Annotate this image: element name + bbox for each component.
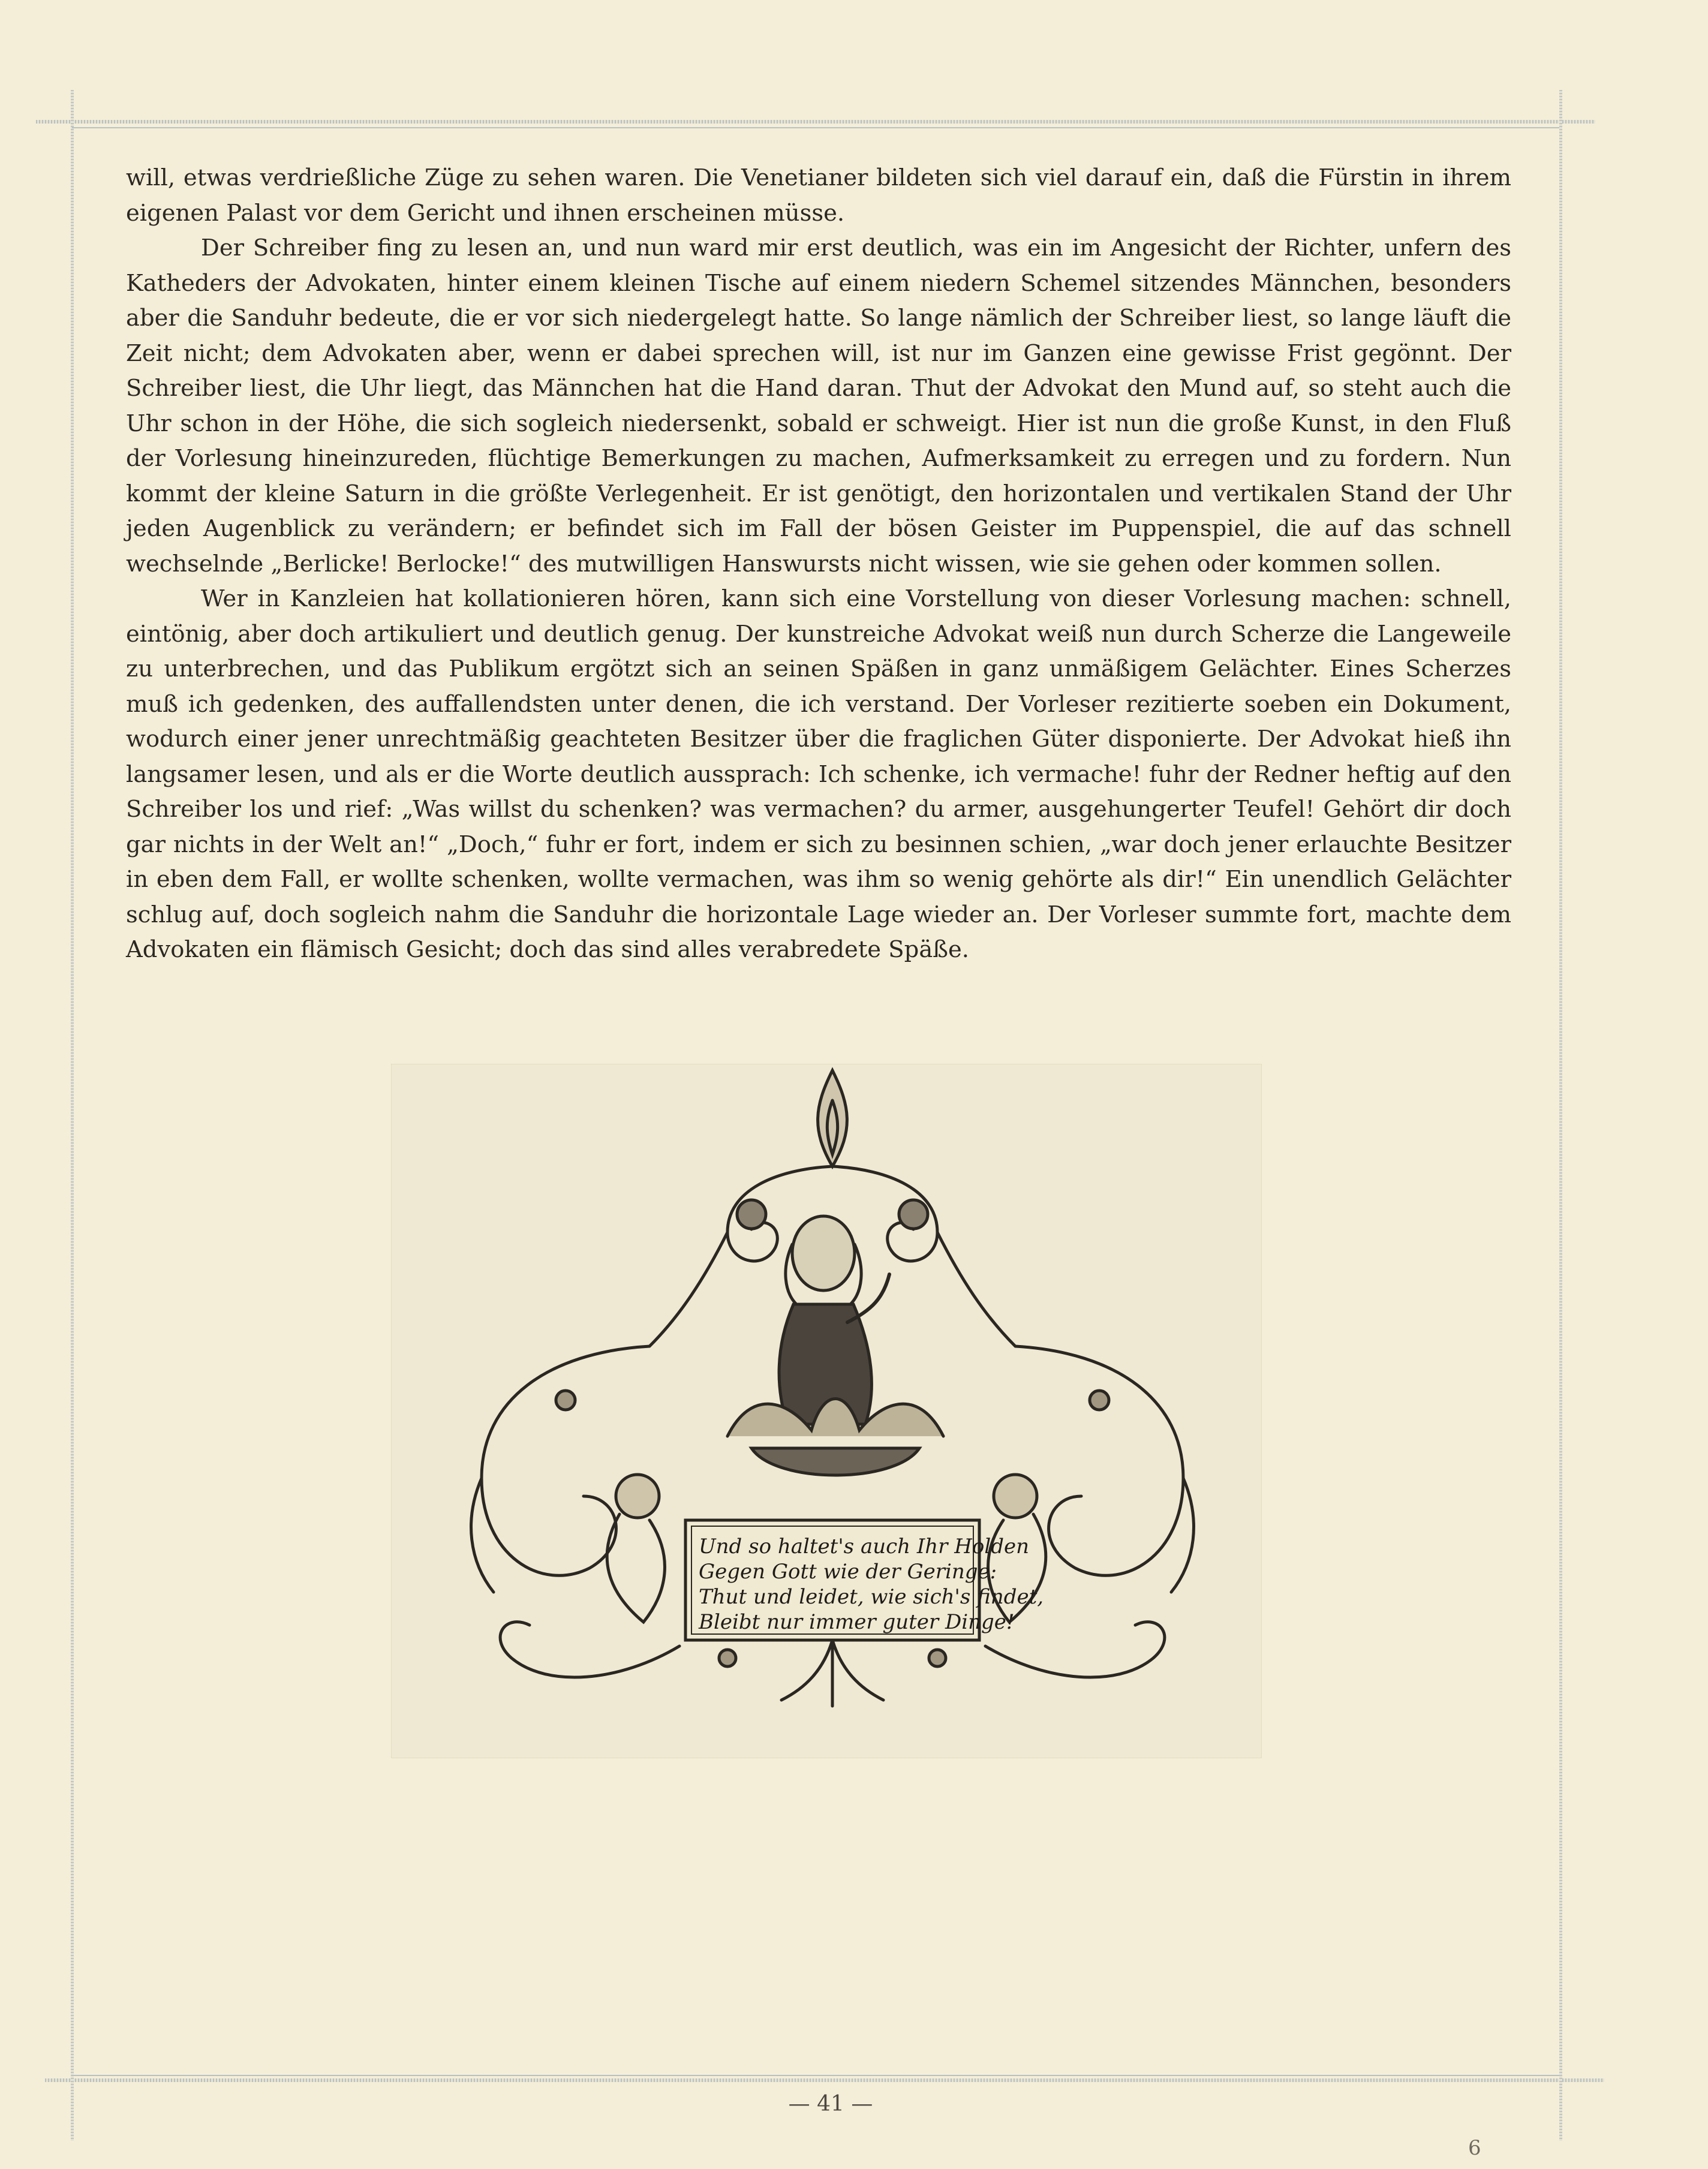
ornamental-illustration [391, 1064, 1262, 1758]
top-rule [36, 120, 1595, 124]
page-number: — 41 — [788, 2092, 873, 2116]
paragraph-2: Der Schreiber fing zu lesen an, und nun ward mir erst deutlich, was ein im Angesicht der Richter, unfern des Katheders der Advokaten, hinter einem kleinen Tische auf einem niedern Schemel sitzendes Männchen, besonders aber die Sanduhr bedeute, die er vor sich niedergelegt hatte. So lange nämlich der Schreiber liest, so lange läuft die Zeit nicht; dem Advokaten aber, wenn er dabei sprechen will, ist nur im Ganzen eine gewisse Frist gegönnt. Der Schreiber liest, die Uhr liegt, das Männchen hat die Hand daran. Thut der Advokat den Mund auf, so steht auch die Uhr schon in der Höhe, die sich sogleich niedersenkt, sobald er schweigt. Hier ist nun die große Kunst, in den Fluß der Vorlesung hineinzureden, flüchtige Bemerkungen zu machen, Aufmerksamkeit zu erregen und zu fordern. Nun kommt der kleine Saturn in die größte Verlegenheit. Er ist genötigt, den horizontalen und vertikalen Stand der Uhr jeden Augenblick zu verändern; er befindet sich im Fall der bösen Geister im Puppenspiel, die auf das schnell wechselnde „Berlicke! Berlocke!“ des mutwilligen Hanswursts nicht wissen, wie sie gehen oder kommen sollen. [126, 234, 1511, 577]
scroll-line-1: Und so haltet's auch Ihr Holden [699, 1535, 1030, 1559]
scroll-line-3: Thut und leidet, wie sich's findet, [699, 1585, 1044, 1609]
bowl [751, 1448, 919, 1475]
left-rule [71, 90, 74, 2141]
rosette [556, 1391, 575, 1410]
kneeling-figure-icon [779, 1216, 889, 1424]
paragraph-3: Wer in Kanzleien hat kollationieren hören, kann sich eine Vorstellung von dieser Vorlesung machen: schnell, eintönig, aber doch artikuliert und deutlich genug. Der kunstreiche Advokat weiß nun durch Scherze die Langeweile zu unterbrechen, und das Publikum ergötzt sich an seinen Späßen in ganz unmäßigem Gelächter. Eines Scherzes muß ich gedenken, des auffallendsten unter denen, die ich verstand. Der Vorleser rezitierte soeben ein Dokument, wodurch einer jener unrechtmäßig geachteten Besitzer über die fraglichen Güter disponierte. Der Advokat hieß ihn langsamer lesen, und als er die Worte deutlich aussprach: Ich schenke, ich vermache! fuhr der Redner heftig auf den Schreiber los und rief: „Was willst du schenken? was vermachen? du armer, ausgehungerter Teufel! Gehört dir doch gar nichts in der Welt an!“ „Doch,“ fuhr er fort, indem er sich zu besinnen schien, „war doch jener erlauchte Besitzer in eben dem Fall, er wollte schenken, wollte vermachen, was ihm so wenig gehörte als dir!“ Ein unendlich Gelächter schlug auf, doch sogleich nahm die Sanduhr die horizontale Lage wieder an. Der Vorleser summte fort, machte dem Advokaten ein flämisch Gesicht; doch das sind alles verabredete Späße. [126, 585, 1511, 963]
inner-top-line [72, 127, 1559, 128]
sheet-mark: 6 [1468, 2136, 1481, 2160]
rosette [929, 1650, 946, 1666]
rosette [1090, 1391, 1109, 1410]
lower-left-scroll [500, 1622, 679, 1677]
inner-bottom-line [72, 2075, 1559, 2076]
acanthus-leaves [727, 1399, 943, 1437]
rosette [719, 1650, 736, 1666]
roots [781, 1640, 883, 1706]
paragraph-1: will, etwas verdrießliche Züge zu sehen waren. Die Venetianer bildeten sich viel darauf ein, daß die Fürstin in ihrem eigenen Palast vor dem Gericht und ihnen erscheinen müsse. [126, 164, 1511, 227]
body-text [126, 161, 1511, 968]
outer-left-scroll [482, 1346, 649, 1575]
scroll-line-4: Bleibt nur immer guter Dinge! [699, 1610, 1015, 1634]
grape-left [737, 1200, 766, 1229]
outer-right-scroll [1015, 1346, 1183, 1575]
grape-right [899, 1200, 928, 1229]
right-rule [1559, 90, 1562, 2141]
ornament-engraving [392, 1064, 1261, 1758]
griffin-left-icon [607, 1475, 664, 1622]
bottom-rule [45, 2078, 1604, 2082]
scroll-line-2: Gegen Gott wie der Geringe: [699, 1560, 997, 1584]
